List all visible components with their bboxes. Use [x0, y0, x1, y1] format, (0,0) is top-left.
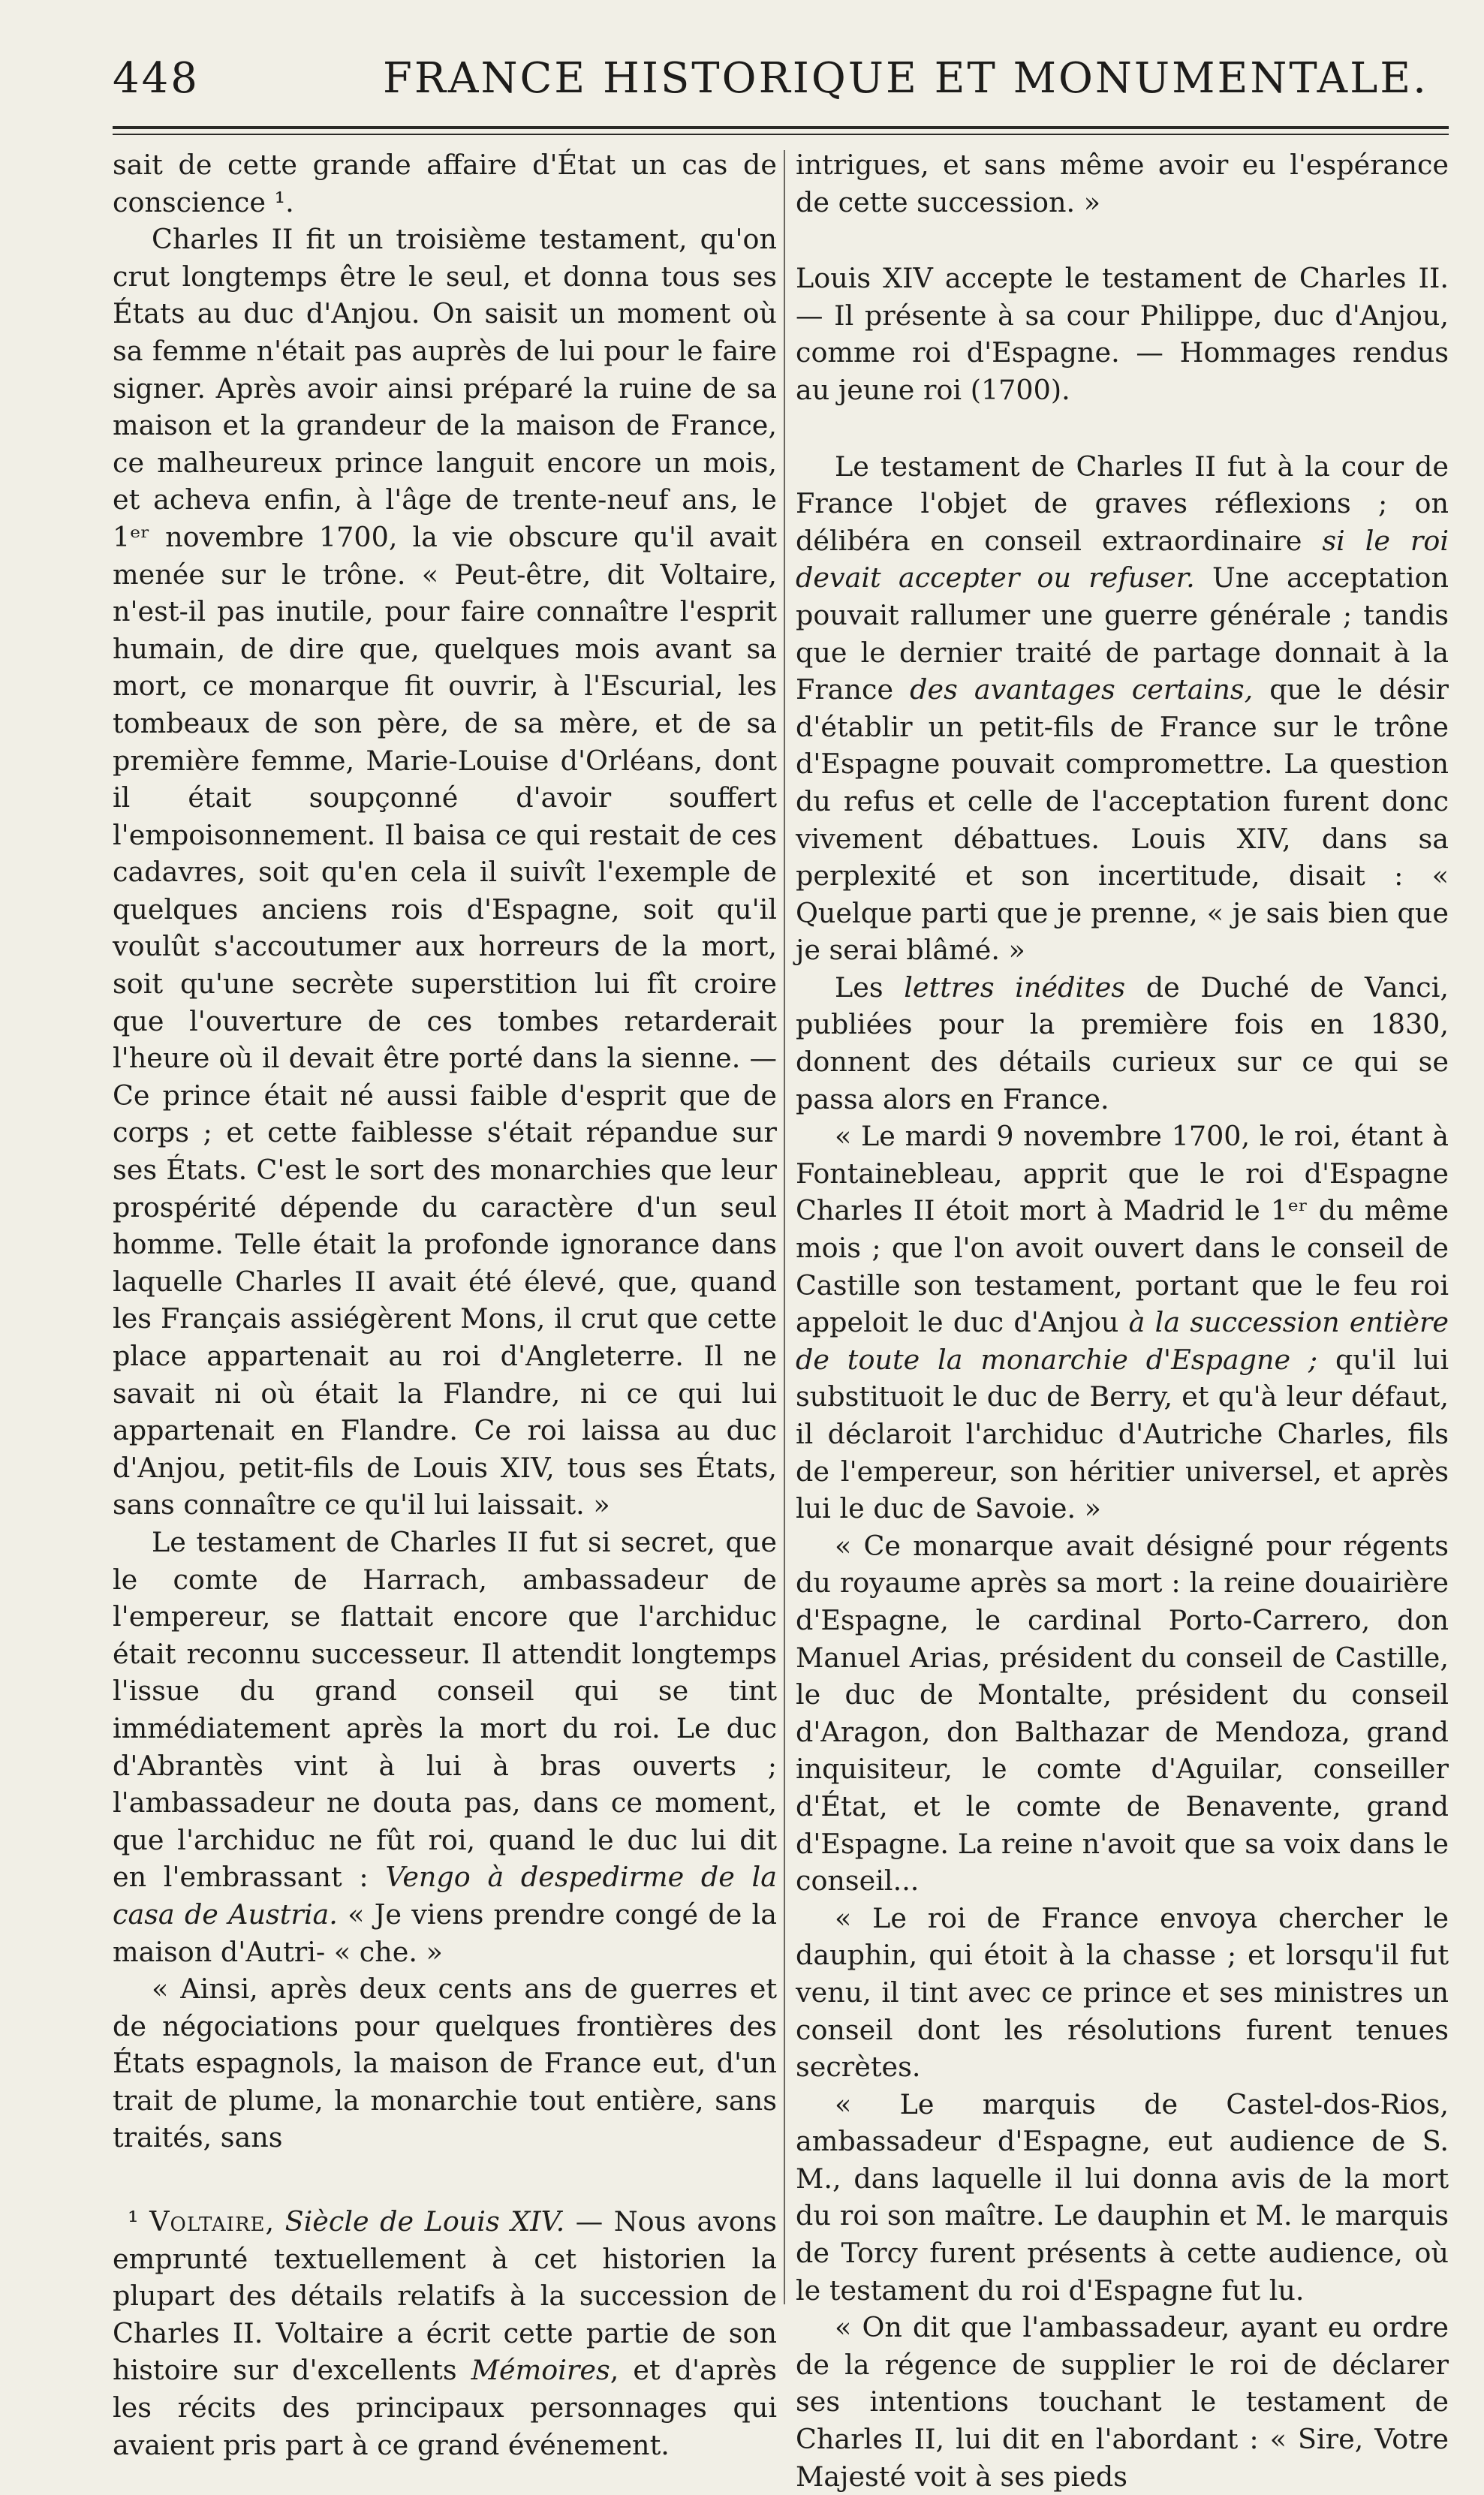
- right-column: [796, 146, 1449, 2495]
- right-paragraph-1: intrigues, et sans même avoir eu l'espérance de cette succession. »: [796, 149, 1449, 218]
- p3-translation: « Je viens prendre congé de la maison d'Autri- « che. »: [113, 1898, 777, 1968]
- p3-text-a: Les: [835, 971, 883, 1004]
- p2-text-a: Le testament de Charles II fut à la cour de France l'objet de graves réflexions ; on délibéra en conseil extraordinaire: [796, 450, 1449, 557]
- right-paragraph-3: [796, 969, 1449, 1118]
- footnote-marker: ¹: [128, 2205, 139, 2238]
- left-paragraph-4: « Ainsi, après deux cents ans de guerres et de négociations pour quelques frontières des États espagnols, la maison de France eut, d'un trait de plume, la monarchie tout entière, sans traités, sans: [113, 1973, 777, 2154]
- right-paragraph-6: « Le roi de France envoya chercher le dauphin, qui étoit à la chasse ; et lorsqu'il fut venu, il tint avec ce prince et ses ministres un conseil dont les résolutions furent tenues secrètes.: [796, 1901, 1449, 2084]
- right-paragraph-5: « Ce monarque avait désigné pour régents du royaume après sa mort : la reine douairière d'Espagne, le cardinal Porto-Carrero, don Manuel Arias, président du conseil de Castille, le duc de Montalte, président du conseil d'Aragon, don Balthazar de Mendoza, grand inquisiteur, le comte d'Aguilar, conseiller d'État, et le comte de Benavente, grand d'Espagne. La reine n'avoit que sa voix dans le conseil...: [796, 1529, 1449, 1898]
- running-title: FRANCE HISTORIQUE ET MONUMENTALE.: [383, 54, 1428, 103]
- column-separator: [784, 150, 785, 2304]
- p2-text-b: Une acceptation pouvait rallumer une guerre générale ; tandis que le dernier traité de partage donnait à la France: [796, 561, 1449, 706]
- right-paragraph-2: [796, 448, 1449, 969]
- footnote-work: Siècle de Louis XIV.: [284, 2205, 565, 2238]
- left-paragraph-3: [113, 1524, 777, 1970]
- p4-text-b: qu'il lui substituoit le duc de Berry, et qu'à leur défaut, il déclaroit l'archiduc d'Autriche Charles, fils de l'empereur, son héritier universel, et après lui le duc de Savoie. »: [796, 1343, 1449, 1525]
- header-rule-thick: [113, 126, 1449, 129]
- header-rule-thin: [113, 134, 1449, 135]
- footnote-text-2: , et d'après les récits des principaux personnages qui avaient pris part à ce grand événement.: [113, 2354, 777, 2461]
- right-paragraph-7: « Le marquis de Castel-dos-Rios, ambassadeur d'Espagne, eut audience de S. M., dans laquelle il lui donna avis de la mort du roi son maître. Le dauphin et M. le marquis de Torcy furent présents à cette audience, où le testament du roi d'Espagne fut lu.: [796, 2087, 1449, 2307]
- footnote-text-1: — Nous avons emprunté textuellement à cet historien la plupart des détails relatifs à la succession de Charles II. Voltaire a écrit cette partie de son histoire sur d'excellents: [113, 2205, 777, 2387]
- footnote-author: Voltaire: [149, 2205, 266, 2238]
- p3-spanish-quote: Vengo à despedirme de la casa de Austria.: [113, 1861, 777, 1931]
- footnote: ¹ Voltaire, Siècle de Louis XIV. — Nous avons emprunté textuellement à cet historien la plupart des détails relatifs à la succession de Charles II. Voltaire a écrit cette partie de son histoire sur d'excellents Mémoires, et d'après les récits des principaux personnages qui avaient pris part à ce grand événement.: [113, 2205, 777, 2461]
- right-paragraph-4: [796, 1118, 1449, 1527]
- p2-italic-2: des avantages certains,: [910, 673, 1254, 706]
- right-paragraph-8: « On dit que l'ambassadeur, ayant eu ordre de la régence de supplier le roi de déclarer ses intentions touchant le testament de Charles II, lui dit en l'abordant : « Sire, Votre Majesté voit à ses pieds: [796, 2311, 1449, 2493]
- left-paragraph-1: sait de cette grande affaire d'État un cas de conscience ¹.: [113, 149, 777, 218]
- p3-italic: lettres inédites: [904, 971, 1126, 1004]
- p3-text-b: de Duché de Vanci, publiées pour la première fois en 1830, donnent des détails curieux sur ce qui se passa alors en France.: [796, 971, 1449, 1115]
- p4-text-a: « Le mardi 9 novembre 1700, le roi, étant à Fontainebleau, apprit que le roi d'Espagne Charles II étoit mort à Madrid le 1ᵉʳ du même mois ; que l'on avoit ouvert dans le conseil de Castille son testament, portant que le feu roi appeloit le duc d'Anjou: [796, 1120, 1449, 1339]
- page-number: 448: [113, 54, 200, 103]
- left-paragraph-2: Charles II fit un troisième testament, qu'on crut longtemps être le seul, et donna tous ses États au duc d'Anjou. On saisit un moment où sa femme n'était pas auprès de lui pour le faire signer. Après avoir ainsi préparé la ruine de sa maison et la grandeur de la maison de France, ce malheureux prince languit encore un mois, et acheva enfin, à l'âge de trente-neuf ans, le 1ᵉʳ novembre 1700, la vie obscure qu'il avait menée sur le trône. « Peut-être, dit Voltaire, n'est-il pas inutile, pour faire connaître l'esprit humain, de dire que, quelques mois avant sa mort, ce monarque fit ouvrir, à l'Escurial, les tombeaux de son père, de sa mère, et de sa première femme, Marie-Louise d'Orléans, dont il était soupçonné d'avoir souffert l'empoisonnement. Il baisa ce qui restait de ces cadavres, soit qu'en cela il suivît l'exemple de quelques anciens rois d'Espagne, soit qu'il voulût s'accoutumer aux horreurs de la mort, soit qu'une secrète superstition lui fît croire que l'ouverture de ces tombes retarderait l'heure où il devait être porté dans la sienne. — Ce prince était né aussi faible d'esprit que de corps ; et cette faiblesse s'était répandue sur ses États. C'est le sort des monarchies que leur prospérité dépende du caractère d'un seul homme. Telle était la profonde ignorance dans laquelle Charles II avait été élevé, que, quand les Français assiégèrent Mons, il crut que cette place appartenait au roi d'Angleterre. Il ne savait ni où était la Flandre, ni ce qui lui appartenait en Flandre. Ce roi laissa au duc d'Anjou, petit-fils de Louis XIV, tous ses États, sans connaître ce qu'il lui laissait. »: [113, 223, 777, 1521]
- footnote-memoires: Mémoires: [471, 2354, 610, 2387]
- left-column: [113, 146, 777, 2463]
- p2-text-c: que le désir d'établir un petit-fils de France sur le trône d'Espagne pouvait compromettre. La question du refus et celle de l'acceptation furent donc vivement débattues. Louis XIV, dans sa perplexité et son incertitude, disait : « Quelque parti que je prenne, « je sais bien que je serai blâmé. »: [796, 673, 1449, 967]
- p4-italic: à la succession entière de toute la monarchie d'Espagne ;: [796, 1306, 1449, 1376]
- p2-italic-1: si le roi devait accepter ou refuser.: [796, 524, 1449, 594]
- chapter-summary: Louis XIV accepte le testament de Charles II. — Il présente à sa cour Philippe, duc d'Anjou, comme roi d'Espagne. — Hommages rendus au jeune roi (1700).: [796, 262, 1449, 406]
- p3-text: Le testament de Charles II fut si secret, que le comte de Harrach, ambassadeur de l'empereur, se flattait encore que l'archiduc était reconnu successeur. Il attendit longtemps l'issue du grand conseil qui se tint immédiatement après la mort du roi. Le duc d'Abrantès vint à lui à bras ouverts ; l'ambassadeur ne douta pas, dans ce moment, que l'archiduc ne fût roi, quand le duc lui dit en l'embrassant :: [113, 1525, 777, 1894]
